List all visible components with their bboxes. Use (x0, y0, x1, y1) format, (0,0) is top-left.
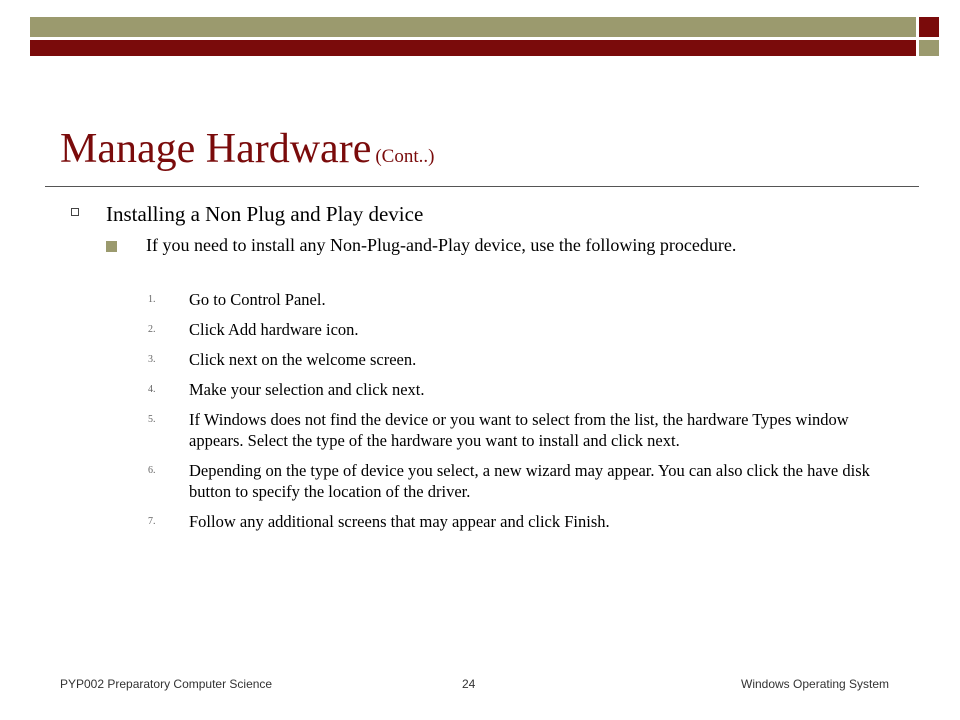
step-number: 2. (148, 324, 156, 335)
step-text: Follow any additional screens that may appear and click Finish. (189, 512, 610, 531)
procedure-steps (148, 289, 908, 541)
hollow-square-bullet-icon (71, 208, 79, 216)
slide-title-suffix: (Cont..) (375, 146, 435, 167)
step-item (148, 289, 908, 310)
header-bar-olive (30, 17, 916, 37)
step-number: 1. (148, 294, 156, 305)
step-item (148, 409, 908, 451)
step-item (148, 349, 908, 370)
step-item (148, 379, 908, 400)
step-number: 5. (148, 414, 156, 425)
bullet-level1-text: Installing a Non Plug and Play device (106, 202, 424, 226)
step-text: Depending on the type of device you select, a new wizard may appear. You can also click the have disk button to specify the location of the driver. (189, 461, 870, 501)
slide-title (60, 125, 434, 173)
step-item (148, 319, 908, 340)
step-number: 3. (148, 354, 156, 365)
step-number: 6. (148, 465, 156, 476)
footer-page-number: 24 (462, 677, 476, 691)
step-text: Click next on the welcome screen. (189, 350, 417, 369)
step-item (148, 511, 908, 532)
step-item (148, 460, 908, 502)
step-text: Make your selection and click next. (189, 380, 425, 399)
step-number: 4. (148, 384, 156, 395)
title-underline (45, 186, 919, 187)
footer-topic: Windows Operating System (741, 677, 890, 691)
step-text: If Windows does not find the device or you want to select from the list, the hardware Types window appears. Select the type of the hardware you want to install and click next. (189, 410, 849, 450)
slide-title-main: Manage Hardware (60, 126, 372, 172)
step-text: Click Add hardware icon. (189, 320, 359, 339)
header-square-maroon (919, 17, 939, 37)
bullet-level2-text: If you need to install any Non-Plug-and-Play device, use the following procedure. (146, 235, 737, 255)
step-number: 7. (148, 516, 156, 527)
header-square-olive (919, 40, 939, 56)
filled-square-bullet-icon (106, 241, 117, 252)
step-text: Go to Control Panel. (189, 290, 326, 309)
footer-course: PYP002 Preparatory Computer Science (60, 677, 273, 691)
header-bar-maroon (30, 40, 916, 56)
